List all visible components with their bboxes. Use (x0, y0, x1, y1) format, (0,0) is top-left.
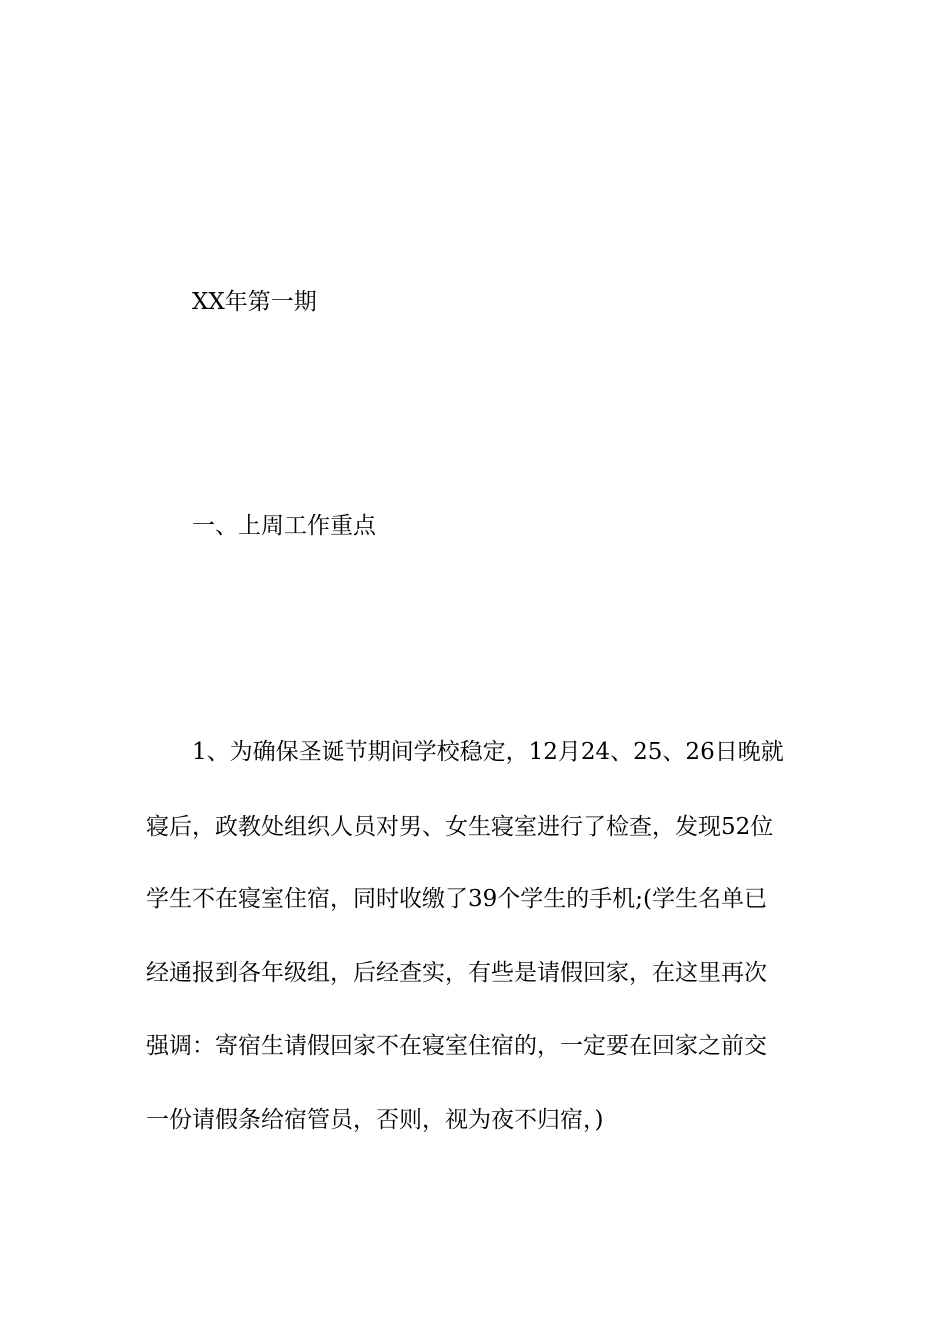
paragraph-line: 经通报到各年级组，后经查实，有些是请假回家，在这里再次 (146, 960, 767, 986)
paragraph-line: 一份请假条给宿管员，否则，视为夜不归宿，) (146, 1107, 604, 1133)
issue-label: XX年第一期 (192, 289, 317, 315)
paragraph-line: 1、为确保圣诞节期间学校稳定，12月24、25、26日晚就 (192, 739, 784, 765)
paragraph-line: 学生不在寝室住宿，同时收缴了39个学生的手机;(学生名单已 (146, 886, 767, 912)
section-heading: 一、上周工作重点 (192, 513, 376, 539)
paragraph-line: 强调：寄宿生请假回家不在寝室住宿的，一定要在回家之前交 (146, 1033, 767, 1059)
paragraph-line: 寝后，政教处组织人员对男、女生寝室进行了检查，发现52位 (146, 814, 774, 840)
